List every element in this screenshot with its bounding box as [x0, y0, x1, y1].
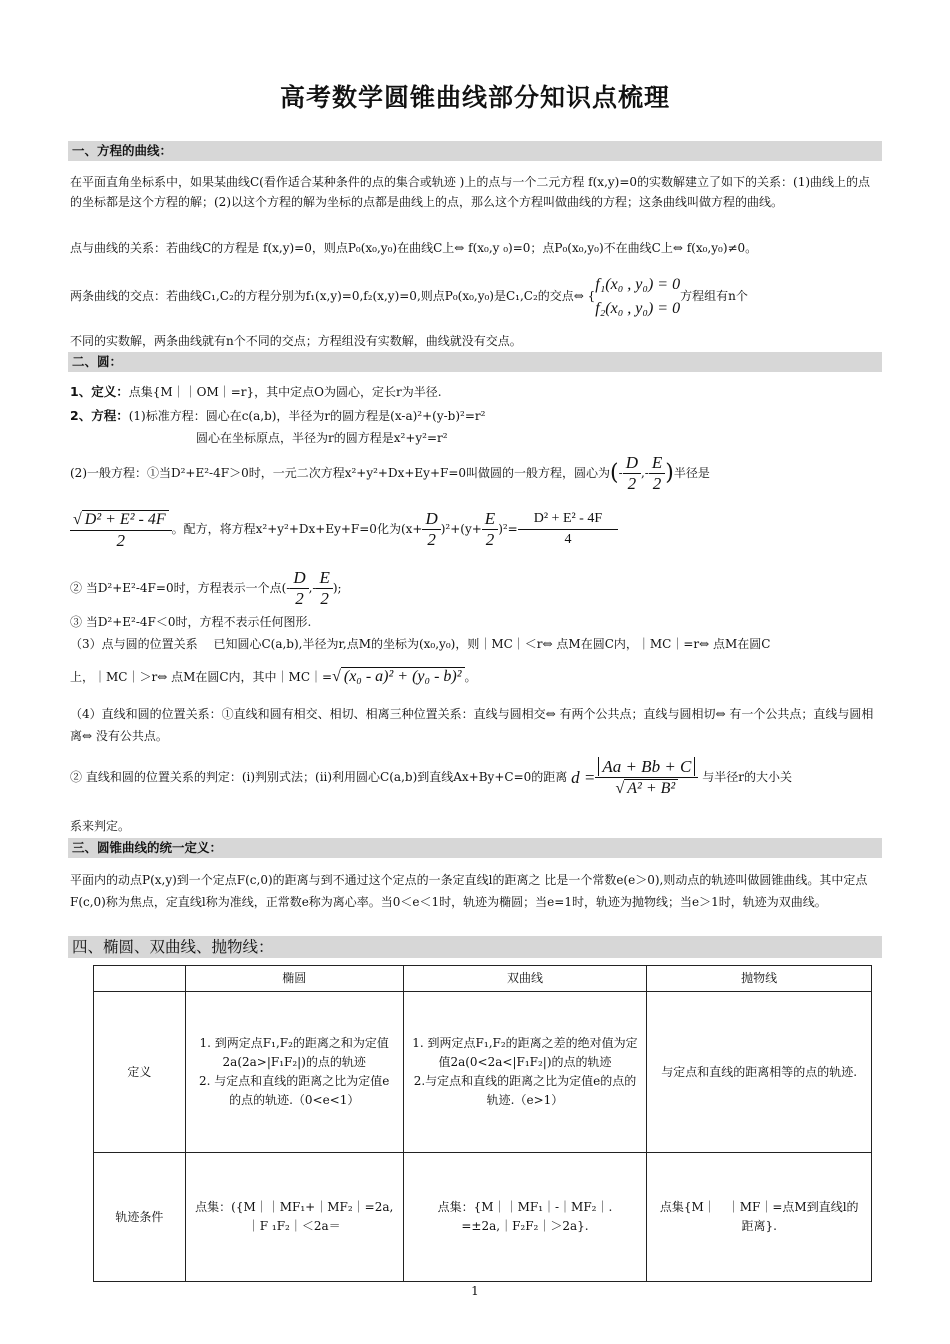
- frac-den: 2: [627, 474, 637, 493]
- eq-label: 2、方程：: [70, 408, 129, 423]
- frac-den: 2: [485, 530, 495, 549]
- fraction-E-2: [482, 509, 498, 550]
- cell-line: 点集：({M｜｜MF₁+｜MF₂｜=2a,｜F ₁F₂｜＜2a＝: [195, 1200, 394, 1233]
- frac-num: D² + E² - 4F: [518, 509, 618, 530]
- frac-den: 2: [295, 589, 304, 608]
- sqrt-sign: √ A² + B²: [616, 779, 679, 797]
- s1-paragraph-4: 不同的实数解，两条曲线就有n个不同的交点；方程组没有实数解，曲线就没有交点。: [70, 334, 522, 348]
- section-4-heading: 四、椭圆、双曲线、抛物线：: [68, 936, 882, 958]
- frac-num: [595, 757, 698, 778]
- radicand: A² + B²: [624, 779, 678, 797]
- cell-line: 2.与定点和直线的距离之比为定值e的点的轨迹.（e>1）: [413, 1074, 637, 1107]
- cell-line: 点集：{M｜｜MF₁｜-｜MF₂｜.: [437, 1200, 613, 1214]
- close-paren: ): [665, 460, 674, 486]
- page-number: 1: [471, 1284, 479, 1298]
- eq-standard: (1)标准方程：圆心在c(a,b)，半径为r的圆方程是(x-a)²+(y-b)²=r²: [128, 409, 486, 423]
- fraction-D-2: [422, 509, 440, 550]
- sqrt-sign: √ D² + E² - 4F: [73, 510, 169, 528]
- cell-line: 与定点和直线的距离相等的点的轨迹.: [661, 1064, 858, 1079]
- s1-paragraph-1: 在平面直角坐标系中，如果某曲线C(看作适合某种条件的点的集合或轨迹 )上的点与一个二元方程 f(x,y)=0的实数解建立了如下的关系：(1)曲线上的点的坐标都是这个方程的解；(2)以这个方程的解为坐标的点都是曲线上的点，那么这个方程叫做曲线的方程；这条曲线叫做方程的曲线。: [70, 175, 871, 209]
- frac-den: 2: [116, 530, 126, 550]
- table-cell: [647, 992, 872, 1153]
- fraction-rhs: [518, 509, 618, 550]
- conic-comparison-table: [93, 965, 872, 1282]
- table-cell: [185, 992, 403, 1153]
- cell-line: 1. 到两定点F₁,F₂的距离之和为定值2a(2a>|F₁F₂|)的点的轨迹: [199, 1036, 389, 1069]
- radicand: (x₀ - a)² + (y₀ - b)²: [341, 667, 465, 685]
- comma-minus: ,-: [640, 466, 649, 480]
- table-row: [94, 992, 872, 1153]
- case-zero-end: );: [332, 581, 342, 595]
- radius-numerator: [70, 509, 172, 531]
- line-circle-position: （4）直线和圆的位置关系：①直线和圆有相交、相切、相离三种位置关系：直线与圆相交⇔ 有两个公共点；直线与圆相切⇔ 有一个公共点；直线与圆相离⇔ 没有公共点。: [70, 707, 874, 743]
- table-header-row: [94, 966, 872, 992]
- comma-minus: ,-: [308, 581, 317, 595]
- def-text: 点集{M｜｜OM｜=r}，其中定点O为圆心，定长r为半径.: [128, 385, 442, 399]
- table-cell: [403, 1153, 647, 1282]
- fraction-E-2: [316, 568, 332, 609]
- equation-system: [595, 273, 680, 321]
- frac-den: [595, 778, 698, 799]
- d-symbol: d =: [571, 767, 596, 787]
- complete-square-mid: )²+(y+: [440, 522, 482, 536]
- frac-den: 2: [320, 589, 329, 608]
- frac-num: E: [482, 509, 498, 530]
- frac-den: 4: [564, 532, 572, 547]
- abs-numerator: Aa + Bb + C: [598, 757, 695, 776]
- frac-num: D: [623, 453, 641, 474]
- header-cell: [94, 966, 186, 992]
- s1-p3-tail: 方程组有n个: [680, 289, 748, 303]
- case-zero-text: ② 当D²+E²-4F=0时，方程表示一个点(-: [70, 581, 291, 595]
- radicand: D² + E² - 4F: [82, 510, 169, 528]
- cell-line: =±2a,｜F₂F₂｜＞2a}.: [461, 1219, 589, 1233]
- case-negative: ③ 当D²+E²-4F＜0时，方程不表示任何图形.: [70, 615, 312, 629]
- line-circle-judge: [70, 752, 792, 802]
- fraction-D-2: [623, 453, 641, 494]
- section-2-heading: 二、圆：: [68, 352, 882, 372]
- radius-label: 半径是: [673, 466, 710, 480]
- s1-paragraph-2: 点与曲线的关系：若曲线C的方程是 f(x,y)=0，则点P₀(x₀,y₀)在曲线C上⇔ f(x₀,y ₀)=0；点P₀(x₀,y₀)不在曲线C上⇔ f(x₀,y₀)≠0。: [70, 241, 758, 255]
- fraction-D-2: [290, 568, 308, 609]
- cell-line: 2. 与定点和直线的距离之比为定值e的点的轨迹.（0<e<1）: [199, 1074, 390, 1107]
- judge-text: ② 直线和圆的位置关系的判定：(i)判别式法；(ii)利用圆心C(a,b)到直线Ax+By+C=0的距离: [70, 770, 568, 784]
- section-1-heading: 一、方程的曲线：: [68, 141, 882, 161]
- section-3-heading: 三、圆锥曲线的统一定义：: [68, 838, 882, 858]
- point-circle-position-2: [70, 660, 477, 694]
- judge-tail: 与半径r的大小关: [702, 770, 792, 784]
- table-cell: [403, 992, 647, 1153]
- frac-den: 2: [427, 530, 436, 549]
- minus-sign: -: [618, 466, 623, 480]
- row-label: 轨迹条件: [94, 1153, 186, 1282]
- position-text: 上，｜MC｜＞r⇔ 点M在圆C内，其中｜MC｜=: [70, 670, 333, 684]
- fraction-E-2: [649, 453, 665, 494]
- cell-line: 1. 到两定点F₁,F₂的距离之差的绝对值为定值2a(0<2a<|F₁F₂|)的点的轨迹: [412, 1036, 638, 1069]
- radius-fraction: [70, 509, 172, 551]
- point-circle-position: （3）点与圆的位置关系 已知圆心C(a,b),半径为r,点M的坐标为(x₀,y₀)，则｜MC｜＜r⇔ 点M在圆C内，｜MC｜=r⇔ 点M在圆C: [70, 637, 771, 651]
- general-radius-line: [70, 506, 618, 552]
- table-row: [94, 1153, 872, 1282]
- s3-paragraph: 平面内的动点P(x,y)到一个定点F(c,0)的距离与到不通过这个定点的一条定直线l的距离之 比是一个常数e(e＞0),则动点的轨迹叫做圆锥曲线。其中定点F(c,0)称为焦点，定直线l称为准线，正常数e称为离心率。当0＜e＜1时，轨迹为椭圆；当e=1时，轨迹为抛物线；当e＞1时，轨迹为双曲线。: [70, 873, 868, 909]
- distance-sqrt: √ (x₀ - a)² + (y₀ - b)²: [332, 667, 464, 685]
- eq-origin: 圆心在坐标原点，半径为r的圆方程是x²+y²=r²: [196, 431, 448, 445]
- page-title: 高考数学圆锥曲线部分知识点梳理: [279, 83, 670, 112]
- case-zero: [70, 566, 342, 610]
- table-cell: [647, 1153, 872, 1282]
- complete-square-text: 。配方，将方程x²+y²+Dx+Ey+F=0化为(x+: [171, 522, 423, 536]
- line-circle-judge-end: 系来判定。: [70, 819, 131, 833]
- row-label: 定义: [94, 992, 186, 1153]
- table-cell: [185, 1153, 403, 1282]
- general-equation: [70, 450, 710, 497]
- frac-den: 2: [652, 474, 662, 493]
- circle-definition: [70, 384, 442, 400]
- frac-num: E: [649, 453, 665, 474]
- frac-num: D: [290, 568, 308, 589]
- s1-paragraph-3: [70, 272, 748, 321]
- header-cell: 双曲线: [403, 966, 647, 992]
- system-eq-1: f₁(x₀ , y₀) = 0: [595, 275, 681, 293]
- complete-square-eq: )²=: [498, 522, 518, 536]
- open-paren: (: [610, 460, 619, 486]
- def-label: 1、定义：: [70, 384, 129, 399]
- frac-num: E: [316, 568, 332, 589]
- distance-fraction: [595, 757, 698, 799]
- s1-p3-text: 两条曲线的交点：若曲线C₁,C₂的方程分别为f₁(x,y)=0,f₂(x,y)=0,则点P₀(x₀,y₀)是C₁,C₂的交点⇔ {: [70, 289, 596, 303]
- period: 。: [464, 670, 477, 684]
- frac-num: D: [422, 509, 440, 530]
- general-eq-text: (2)一般方程：①当D²+E²-4F＞0时，一元二次方程x²+y²+Dx+Ey+F=0叫做圆的一般方程，圆心为: [70, 466, 611, 480]
- circle-equation: [70, 408, 485, 424]
- system-eq-2: f₂(x₀ , y₀) = 0: [595, 299, 681, 317]
- header-cell: 椭圆: [185, 966, 403, 992]
- header-cell: 抛物线: [647, 966, 872, 992]
- cell-line: 点集{M｜ ｜MF｜=点M到直线l的距离}.: [659, 1200, 859, 1233]
